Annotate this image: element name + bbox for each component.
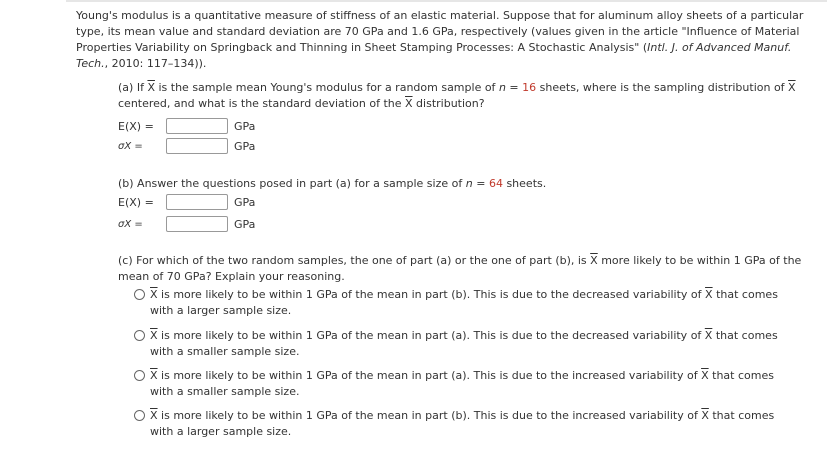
- part-a-text: sheets, where is the sampling distribution of: [539, 81, 785, 94]
- x-bar-symbol: $\overline{X}$: [788, 81, 796, 94]
- option-text-pre: is more likely to be within 1 GPa of the mean in part (b). This is due to the decreased variability of: [161, 288, 702, 301]
- x-bar-symbol: $\overline{X}$: [150, 409, 158, 422]
- option-text-pre: is more likely to be within 1 GPa of the mean in part (a). This is due to the decreased variability of: [161, 329, 702, 342]
- part-a-mean-row: [118, 117, 255, 135]
- x-bar-symbol: $\overline{X}$: [704, 329, 713, 342]
- equals-sign: =: [509, 81, 519, 94]
- unit-label: GPa: [234, 195, 256, 209]
- sd-a-input[interactable]: [166, 138, 228, 154]
- option-text-post: that comes with a smaller sample size.: [150, 369, 774, 398]
- x-bar-symbol: $\overline{X}$: [147, 81, 155, 94]
- option-text-post: that comes with a larger sample size.: [150, 409, 775, 438]
- journal-name: Intl. J. of Advanced Manuf. Tech.: [76, 41, 792, 70]
- unit-label: GPa: [234, 217, 256, 231]
- radio-button[interactable]: [134, 410, 145, 421]
- x-bar-symbol: $\overline{X}$: [701, 409, 709, 422]
- part-a-text: is the sample mean Young's modulus for a random sample of: [158, 81, 496, 94]
- part-c-text: more likely to be within 1 GPa of the mean of 70 GPa? Explain your reasoning.: [118, 254, 802, 283]
- part-a-question: [118, 80, 808, 112]
- sd-label: σX =: [118, 140, 143, 152]
- sample-size-a: 16: [522, 81, 537, 94]
- option-text-pre: is more likely to be within 1 GPa of the mean in part (a). This is due to the increased variability of: [161, 369, 698, 382]
- x-bar-symbol: $\overline{X}$: [150, 369, 158, 382]
- top-divider: [66, 0, 827, 2]
- part-b-text: sheets.: [506, 177, 547, 190]
- x-bar-symbol: $\overline{X}$: [705, 288, 713, 301]
- part-b-sd-row: [118, 215, 255, 233]
- part-a-text: centered, and what is the standard deviation of the: [118, 97, 402, 110]
- x-bar-symbol: $\overline{X}$: [150, 329, 158, 342]
- part-a-sd-row: [118, 137, 255, 155]
- n-variable: n: [498, 81, 506, 94]
- radio-button[interactable]: [134, 370, 145, 381]
- part-b-text: (b) Answer the questions posed in part (a) for a sample size of: [118, 177, 463, 190]
- mean-label: E(X) =: [118, 195, 154, 209]
- intro-text-end: , 2010: 117–134)).: [104, 57, 207, 70]
- unit-label: GPa: [234, 119, 256, 133]
- mean-a-input[interactable]: [166, 118, 228, 134]
- x-bar-symbol: $\overline{X}$: [701, 369, 709, 382]
- option-text-post: that comes with a larger sample size.: [150, 288, 778, 317]
- part-b-question: [118, 176, 808, 192]
- option-4[interactable]: [134, 408, 799, 440]
- option-1[interactable]: [134, 287, 799, 319]
- option-text: [150, 408, 799, 440]
- option-text: [150, 368, 799, 400]
- sd-b-input[interactable]: [166, 216, 228, 232]
- mean-b-input[interactable]: [166, 194, 228, 210]
- equals-sign: =: [476, 177, 486, 190]
- x-bar-symbol: $\overline{X}$: [405, 97, 413, 110]
- option-text: [150, 328, 799, 360]
- sd-label: σX =: [118, 218, 143, 230]
- radio-button[interactable]: [134, 330, 145, 341]
- n-variable: n: [465, 177, 473, 190]
- option-text: [150, 287, 799, 319]
- part-c-text: (c) For which of the two random samples, the one of part (a) or the one of part (b), is: [118, 254, 587, 267]
- radio-button[interactable]: [134, 289, 145, 300]
- mean-label: E(X) =: [118, 119, 154, 133]
- option-2[interactable]: [134, 328, 799, 360]
- option-text-pre: is more likely to be within 1 GPa of the mean in part (b). This is due to the increased variability of: [161, 409, 698, 422]
- intro-text: Young's modulus is a quantitative measure of stiffness of an elastic material. Suppose that for aluminum alloy sheets of a particular type, its mean value and standard deviation are 70 GPa and 1.6 GPa, respectively (values given in the article "Influence of Material Properties Variability on Springback and Thinning in Sheet Stamping Processes: A Stochastic Analysis" (: [76, 9, 804, 54]
- part-c-question: [118, 253, 808, 285]
- part-b-mean-row: [118, 193, 255, 211]
- unit-label: GPa: [234, 139, 256, 153]
- x-bar-symbol: $\overline{X}$: [590, 254, 598, 267]
- option-text-post: that comes with a smaller sample size.: [150, 329, 778, 358]
- part-a-text: (a) If: [118, 81, 144, 94]
- x-bar-symbol: $\overline{X}$: [150, 288, 158, 301]
- option-3[interactable]: [134, 368, 799, 400]
- part-a-text: distribution?: [416, 97, 485, 110]
- problem-intro: [76, 8, 811, 72]
- sample-size-b: 64: [488, 177, 503, 190]
